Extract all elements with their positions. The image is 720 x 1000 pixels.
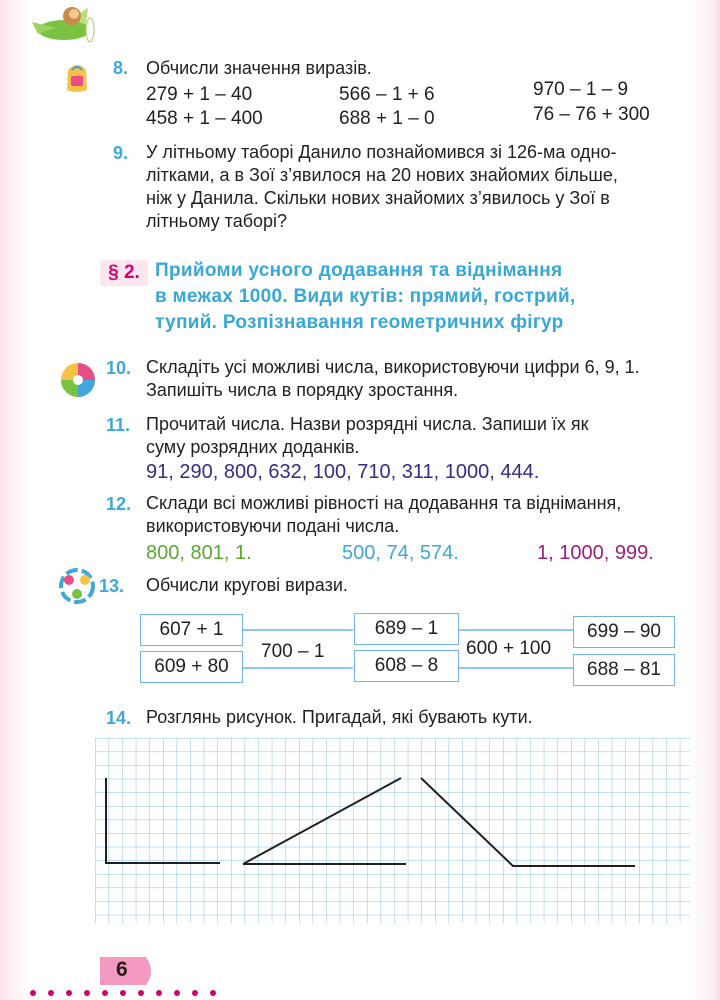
expression: 566 – 1 + 6	[339, 84, 435, 105]
airplane-mascot-icon	[28, 0, 98, 48]
expression-box: 608 – 8	[354, 650, 459, 682]
section-title-line: тупий. Розпізнавання геометричних фігур	[155, 312, 564, 333]
task-text: Розглянь рисунок. Пригадай, які бувають кути.	[146, 707, 533, 727]
expression: 970 – 1 – 9	[533, 79, 629, 100]
number-group-blue: 500, 74, 574.	[342, 542, 459, 564]
decorative-dot	[48, 990, 54, 996]
decorative-dot	[156, 990, 162, 996]
task-text-line: ніж у Данила. Скільки нових знайомих з’явилось у Зої в	[146, 188, 610, 208]
task-number: 14.	[106, 708, 132, 728]
decorative-dot	[30, 990, 36, 996]
expression-box: 689 – 1	[354, 613, 459, 645]
expression-box: 700 – 1	[261, 641, 325, 662]
expression-box: 607 + 1	[140, 614, 243, 646]
puzzle-icon	[58, 360, 98, 400]
expression: 279 + 1 – 40	[146, 84, 253, 105]
decorative-dot	[120, 990, 126, 996]
task-number: 10.	[106, 358, 132, 378]
task-text-line: літньому таборі?	[146, 211, 288, 231]
task-text-line: використовуючи подані числа.	[146, 516, 400, 536]
number-group-green: 800, 801, 1.	[146, 542, 252, 564]
expression-box: 699 – 90	[573, 616, 675, 648]
expression-box: 609 + 80	[140, 651, 243, 683]
task-text-line: У літньому таборі Данило познайомився зі 126-ма одно-	[146, 142, 617, 162]
backpack-icon	[62, 58, 92, 94]
task-text: Обчисли значення виразів.	[146, 58, 372, 78]
expression-box: 600 + 100	[466, 638, 552, 659]
task-text: Обчисли кругові вирази.	[146, 575, 348, 595]
task-text-line: Запишіть числа в порядку зростання.	[146, 380, 459, 400]
expression: 688 + 1 – 0	[339, 108, 435, 129]
section-title	[155, 258, 675, 336]
grid-angles-figure	[95, 738, 690, 923]
circular-expressions-icon	[55, 566, 99, 606]
decorative-dot	[138, 990, 144, 996]
decorative-dot	[102, 990, 108, 996]
task-number: 11.	[106, 415, 131, 435]
decorative-dot	[174, 990, 180, 996]
section-mark: § 2.	[100, 260, 148, 286]
expression-box: 688 – 81	[573, 654, 675, 686]
section-title-line: Прийоми усного додавання та віднімання	[155, 260, 563, 281]
task-number: 13.	[99, 576, 125, 596]
decorative-dot	[84, 990, 90, 996]
task-number: 9.	[113, 143, 129, 163]
decorative-dot	[192, 990, 198, 996]
task-text-line: Прочитай числа. Назви розрядні числа. Запиши їх як	[146, 414, 589, 434]
number-group-purple: 1, 1000, 999.	[537, 542, 654, 564]
page-number: 6	[116, 958, 128, 981]
task-text-line: Склади всі можливі рівності на додавання та віднімання,	[146, 493, 622, 513]
decorative-dot	[210, 990, 216, 996]
task-number: 8.	[113, 58, 129, 78]
task-text-line: літками, а в Зої з’явилося на 20 нових знайомих більше,	[146, 165, 618, 185]
expression: 76 – 76 + 300	[533, 104, 650, 125]
expression: 458 + 1 – 400	[146, 108, 263, 129]
section-title-line: в межах 1000. Види кутів: прямий, гострий,	[155, 286, 576, 307]
task-text-line: суму розрядних доданків.	[146, 437, 360, 457]
decorative-dot	[66, 990, 72, 996]
task-text-line: Складіть усі можливі числа, використовуючи цифри 6, 9, 1.	[146, 357, 640, 377]
task-number: 12.	[106, 494, 132, 514]
number-list: 91, 290, 800, 632, 100, 710, 311, 1000, 444.	[146, 461, 540, 483]
